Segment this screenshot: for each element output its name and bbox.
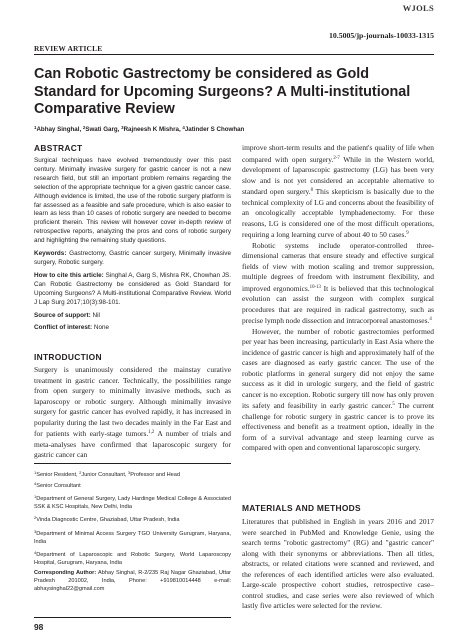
corr-label: Corresponding Author:	[34, 570, 97, 577]
source-label: Source of support:	[34, 311, 91, 319]
author-name: Swati Garg	[85, 126, 118, 133]
journal-name: WJOLS	[402, 3, 434, 13]
footnote-number: 3	[34, 528, 37, 534]
keywords-text: Gastrectomy, Gastric cancer surgery, Minimally invasive surgery, Robotic surgery.	[34, 250, 231, 266]
role-text: Junior Consultant,	[81, 472, 129, 478]
footnotes	[34, 469, 231, 596]
author-number: 3	[121, 125, 124, 130]
affiliation-text: Department of General Surgery, Lady Hardinge Medical College & Associated SSK & KSC Hospitals, New Delhi, India	[34, 496, 231, 510]
footnote-number: 2	[34, 515, 37, 521]
footnote-number: 2	[79, 470, 82, 475]
affiliation	[34, 514, 231, 525]
paragraph	[242, 143, 434, 241]
author-list: $^1$Abhay Singhal, $^2$Swati Garg, $^3$Rajneesh K Mishra, $^4$Jatinder S Chowhan	[34, 125, 245, 133]
reference-marker[interactable]: 2-7	[333, 155, 340, 161]
footnote-number: 3	[128, 470, 131, 475]
corresponding-author	[34, 570, 231, 593]
author-number: 2	[82, 125, 86, 130]
affiliation-text: Department of Minimal Access Surgery TGO University Gurugram, Haryana, India	[34, 530, 231, 545]
affiliation	[34, 528, 231, 546]
text: Robotic systems include operator-controlled three-dimensional cameras that ensure steady and effective surgical fields of view with motion scaling and tremor suppression, multiple degrees of freedom with instrument flexibility, and improved ergonomics.	[242, 240, 434, 293]
footnote-number: 1	[34, 470, 37, 475]
text: The current challenge for robotic surgery in gastric cancer is to prove its effectiveness and benefit as a treatment option, ideally in the form of a survival advantage and steep learning curve as compared with open and conventional laparoscopic surgery.	[242, 401, 434, 452]
doi[interactable]: 10.5005/jp-journals-10033-1315	[328, 31, 434, 40]
reference-marker[interactable]: 10-13	[309, 284, 321, 290]
reference-marker[interactable]: 9	[406, 231, 409, 236]
citation	[34, 272, 231, 308]
source-value: Nil	[92, 311, 100, 319]
affiliation-text: Department of Laparoscopic and Robotic Surgery, World Laparoscopy Hospital, Gurugram, Haryana, India	[34, 552, 231, 566]
keywords	[34, 250, 231, 268]
footnote-number: 4	[34, 480, 37, 486]
paragraph	[242, 241, 434, 327]
text: improve short-term results and the patient's quality of life when compared with open surgery.	[242, 143, 434, 164]
keywords-label: Keywords:	[34, 250, 67, 258]
paragraph	[242, 327, 434, 454]
text: It is believed that this technological evolution can assist the surgeon with complex surgical procedures that are required in radical gastrectomy, such as precise lymph node dissection and intracorporeal anastomoses.	[242, 283, 434, 325]
author-name: Rajneesh K Mishra	[123, 126, 179, 133]
abstract-text: Surgical techniques have evolved tremendously over this past century. Minimally invasive surgery for gastric cancer is not a new research field, but still an important problem remains regarding the selection of the appropriate technique for a given gastric cancer case. Although evidence is limited, the use of the robotic surgery platform is far assessed as a feasible and safe procedure, which is also easier to learn as less than 10 cases of robotic surgery are needed to become proficient therein. This review will however cover in-depth review of retrospective reports, analyzing the pros and cons of robotic surgery and highlighting the remaining study questions.	[34, 157, 231, 245]
introduction-heading: INTRODUCTION	[34, 352, 102, 362]
affiliation	[34, 493, 231, 511]
author-name: Abhay Singhal	[36, 126, 80, 133]
author-number: 4	[182, 125, 185, 130]
article-title: Can Robotic Gastrectomy be considered as Gold Standard for Upcoming Surgeons? A Multi-institutional Comparative Review	[34, 66, 411, 118]
page-bottom-divider	[34, 617, 231, 618]
abstract-box	[34, 143, 231, 350]
affiliation-text: Vinda Diagnostic Centre, Ghaziabad, Uttar Pradesh, India	[36, 517, 180, 524]
affiliation	[34, 549, 231, 567]
conflict-label: Conflict of interest:	[34, 324, 93, 332]
reference-marker[interactable]: 1,2	[148, 430, 155, 435]
abstract-heading: ABSTRACT	[34, 143, 83, 153]
text: While in the Western world, development of laparoscopic gastrectomy (LG) has been very slow and is not yet considered an acceptable alternative to standard open surgery.	[242, 154, 434, 196]
article-type: REVIEW ARTICLE	[34, 44, 103, 53]
conflict-of-interest	[34, 324, 231, 333]
text: However, the number of robotic gastrectomies performed per year has been increasing, particularly in East Asia where the incidence of gastric cancer is high and approximately half of the cases are diagnosed as early gastric cancer. The use of the robotic platforms in general surgery did not enjoy the same success as it did in urologic surgery, and the field of gastric cancer is no exception. Robotic surgery till now has only proven its safety and feasibility in early gastric cancer.	[242, 326, 434, 410]
conflict-value: None	[93, 324, 110, 332]
role-text: Senior Resident,	[36, 472, 80, 478]
footnote-number: 4	[34, 550, 37, 556]
author-roles	[34, 469, 231, 490]
footnote-number: 1	[34, 494, 37, 500]
source-of-support	[34, 312, 231, 321]
methods-text: Literatures that published in English in years 2016 and 2017 were searched in PubMed and Knowledge Genie, using the search terms "robotic gastrectomy" (RG) and "gastric cancer" along with their synonyms or abbreviations. Then all titles, abstracts, or related citations were scanned and reviewed, and the references of each identified articles were also evaluated. Large-scale prospective cohort studies, retrospective case–control studies, and case series were also reviewed of which lastly five articles were selected for the review.	[242, 517, 434, 610]
role-text: Senior Consultant	[36, 482, 81, 489]
methods-heading: MATERIALS AND METHODS	[242, 503, 361, 513]
introduction-text	[34, 365, 231, 461]
corr-text: Abhay Singhal, R-2/235 Raj Nagar Ghaziabad, Uttar Pradesh 201002, India, Phone: +919810014448 e-mail: abhaysinghal22@gmail.com	[34, 570, 231, 592]
intro-text-part1: Surgery is unanimously considered the mainstay curative treatment in gastric cancer. Technically, the possibilities range from open surgery to minimally invasive methods, such as laparoscopy or robotic surgery. Although minimally invasive surgery for gastric cancer has evolved rapidly, it has increased in popularity during the last two decades mainly in the Far East and for patients with early-stage tumors.	[34, 365, 231, 438]
cite-label: How to cite this article:	[34, 271, 104, 279]
header-divider	[34, 54, 434, 55]
author-number: 1	[34, 125, 37, 130]
author-name: Jatinder S Chowhan	[184, 126, 245, 133]
reference-marker[interactable]: 4	[429, 317, 432, 322]
right-column-text	[242, 143, 434, 454]
reference-marker[interactable]: 8	[310, 188, 314, 193]
page-number: 98	[34, 622, 44, 632]
reference-marker[interactable]: 5	[392, 402, 395, 407]
text: This skepticism is basically due to the technical complexity of LG and concerns about the feasibility of an oncologically acceptable lymphadenectomy. For these reasons, LG is considered one of the most difficult operations, requiring a long learning curve of about 40 to 50 cases.	[242, 187, 434, 239]
cite-text: Singhal A, Garg S, Mishra RK, Chowhan JS. Can Robotic Gastrectomy be considered as Gold Standard for Upcoming Surgeons? A Multi-institutional Comparative Review. World J Lap Surg 2017;10(3):98-101.	[34, 271, 231, 306]
footnote-divider	[34, 463, 231, 464]
intro-text-part2: A number of trials and meta-analyses have confirmed that laparoscopic surgery for gastric cancer can	[34, 429, 232, 459]
role-text: Professor and Head	[130, 472, 181, 478]
